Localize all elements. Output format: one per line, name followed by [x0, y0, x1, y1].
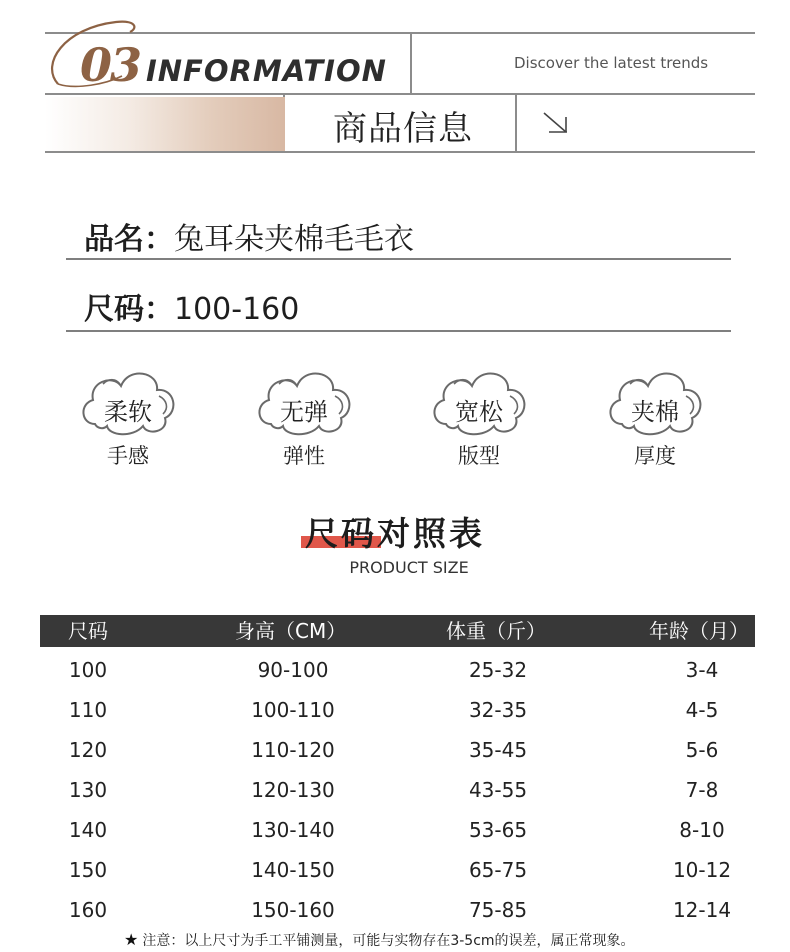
feature-thickness [600, 364, 710, 474]
feature-softness-title: 柔软 [104, 398, 152, 426]
cell-size: 140 [68, 818, 108, 842]
table-row [40, 770, 755, 810]
feature-fit-title: 宽松 [455, 398, 503, 426]
cell-weight: 32-35 [468, 698, 528, 722]
cell-age: 4-5 [685, 698, 719, 722]
star-icon: ★ [124, 930, 139, 949]
cell-size: 100 [68, 658, 108, 682]
cell-weight: 65-75 [468, 858, 528, 882]
section-number: 03 [80, 38, 141, 92]
table-row [40, 850, 755, 890]
arrow-down-right-icon [541, 110, 571, 136]
cell-age: 12-14 [672, 898, 732, 922]
cell-size: 130 [68, 778, 108, 802]
cell-age: 7-8 [685, 778, 719, 802]
tagline: Discover the latest trends [514, 54, 709, 72]
cell-weight: 53-65 [468, 818, 528, 842]
size-chart-title: 尺码对照表 [305, 514, 485, 553]
section-title: INFORMATION [146, 54, 387, 88]
product-size-value: 100-160 [174, 292, 300, 327]
measurement-note-text: 注意：以上尺寸为手工平铺测量，可能与实物存在3-5cm的误差，属正常现象。 [142, 933, 635, 949]
table-row [40, 730, 755, 770]
cell-weight: 25-32 [468, 658, 528, 682]
cell-height: 90-100 [257, 658, 329, 682]
feature-softness-caption: 手感 [107, 444, 149, 468]
cell-age: 3-4 [685, 658, 719, 682]
header-middle-rule [45, 93, 755, 95]
size-table-header [40, 615, 755, 647]
product-name-divider [66, 258, 731, 260]
feature-thickness-caption: 厚度 [634, 444, 676, 468]
table-row [40, 810, 755, 850]
product-size-row [84, 284, 299, 328]
size-chart-subtitle: PRODUCT SIZE [349, 558, 469, 577]
column-header-height: 身高（CM） [235, 619, 347, 643]
product-name-row [84, 214, 414, 258]
section-title-cn: 商品信息 [333, 109, 473, 149]
product-size-label: 尺码： [84, 292, 174, 327]
cell-height: 130-140 [251, 818, 335, 842]
cell-size: 160 [68, 898, 108, 922]
measurement-note [124, 930, 635, 950]
feature-softness [73, 364, 183, 474]
cell-size: 120 [68, 738, 108, 762]
header-bottom-rule [45, 151, 755, 153]
table-row [40, 690, 755, 730]
cell-weight: 43-55 [468, 778, 528, 802]
cell-age: 10-12 [672, 858, 732, 882]
column-header-age: 年龄（月） [649, 619, 749, 643]
column-header-size: 尺码 [68, 619, 108, 643]
feature-elasticity-caption: 弹性 [283, 444, 325, 468]
cell-weight: 75-85 [468, 898, 528, 922]
feature-fit [424, 364, 534, 474]
cell-height: 110-120 [251, 738, 335, 762]
feature-elasticity-title: 无弹 [280, 398, 328, 426]
table-row [40, 650, 755, 690]
cell-weight: 35-45 [468, 738, 528, 762]
table-row [40, 890, 755, 930]
cell-height: 100-110 [251, 698, 335, 722]
cell-size: 150 [68, 858, 108, 882]
product-name-label: 品名： [84, 222, 174, 257]
product-name-value: 兔耳朵夹棉毛毛衣 [174, 222, 414, 257]
cell-height: 120-130 [251, 778, 335, 802]
feature-fit-caption: 版型 [458, 444, 500, 468]
cell-height: 150-160 [251, 898, 335, 922]
cell-age: 8-10 [679, 818, 725, 842]
cell-height: 140-150 [251, 858, 335, 882]
feature-thickness-title: 夹棉 [631, 398, 679, 426]
column-header-weight: 体重（斤） [446, 619, 546, 643]
header-divider-3 [515, 93, 517, 153]
feature-elasticity [249, 364, 359, 474]
product-size-divider [66, 330, 731, 332]
cell-age: 5-6 [685, 738, 719, 762]
header-top-rule [45, 32, 755, 34]
gradient-accent-bar [45, 97, 285, 151]
cell-size: 110 [68, 698, 108, 722]
header-divider-1 [410, 32, 412, 95]
